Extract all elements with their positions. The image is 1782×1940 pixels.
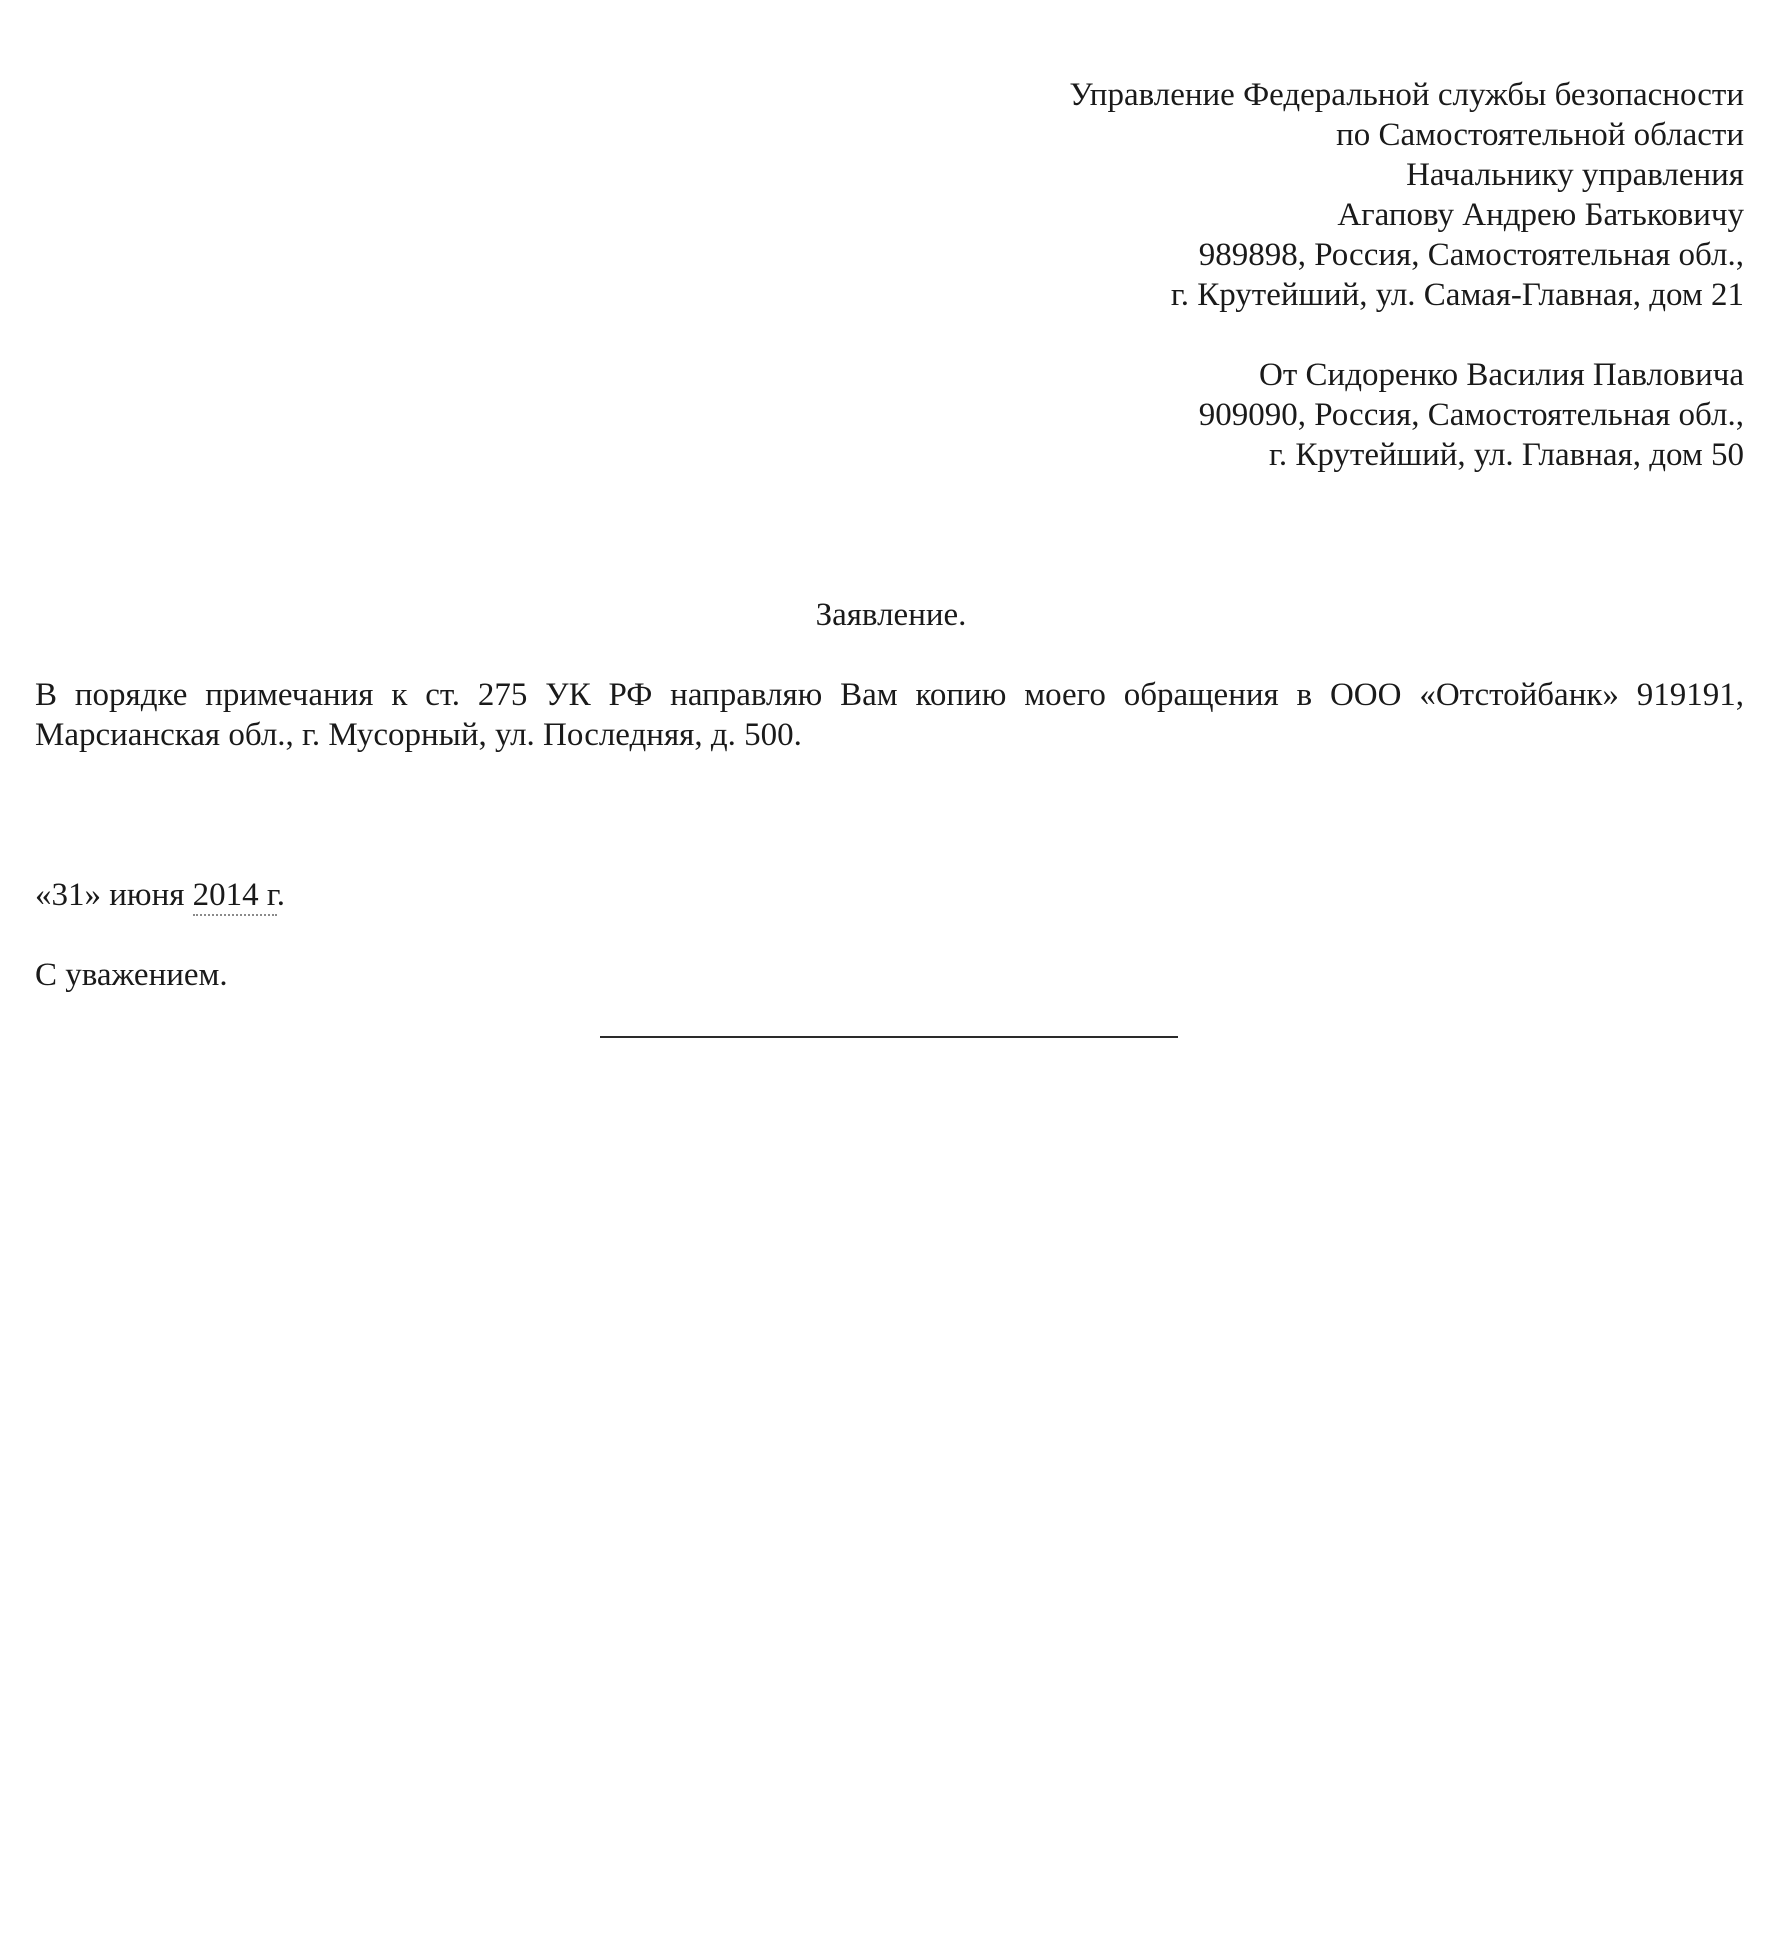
body-paragraph: В порядке примечания к ст. 275 УК РФ направляю Вам копию моего обращения в ООО «Отстойбанк» 919191, Марсианская обл., г. Мусорный, ул. Последняя, д. 500.	[35, 677, 1744, 753]
closing-text: С уважением.	[35, 957, 228, 993]
recipient-line-address-2: г. Крутейший, ул. Самая-Главная, дом 21	[1170, 277, 1744, 313]
recipient-line-region: по Самостоятельной области	[1336, 117, 1744, 153]
document-title: Заявление.	[815, 597, 967, 633]
date-year: 2014 г	[193, 877, 277, 916]
date-line	[35, 875, 285, 915]
date-prefix: «31» июня	[35, 877, 193, 913]
recipient-line-address-1: 989898, Россия, Самостоятельная обл.,	[1198, 237, 1744, 273]
sender-line-address-1: 909090, Россия, Самостоятельная обл.,	[1198, 397, 1744, 433]
date-suffix: .	[276, 877, 285, 913]
sender-line-address-2: г. Крутейший, ул. Главная, дом 50	[1269, 437, 1744, 473]
recipient-line-position: Начальнику управления	[1406, 157, 1744, 193]
sender-line-name: От Сидоренко Василия Павловича	[1259, 357, 1744, 393]
signature-line	[600, 1036, 1178, 1038]
recipient-line-name: Агапову Андрею Батьковичу	[1337, 197, 1744, 233]
recipient-line-organization: Управление Федеральной службы безопасности	[1069, 77, 1744, 113]
